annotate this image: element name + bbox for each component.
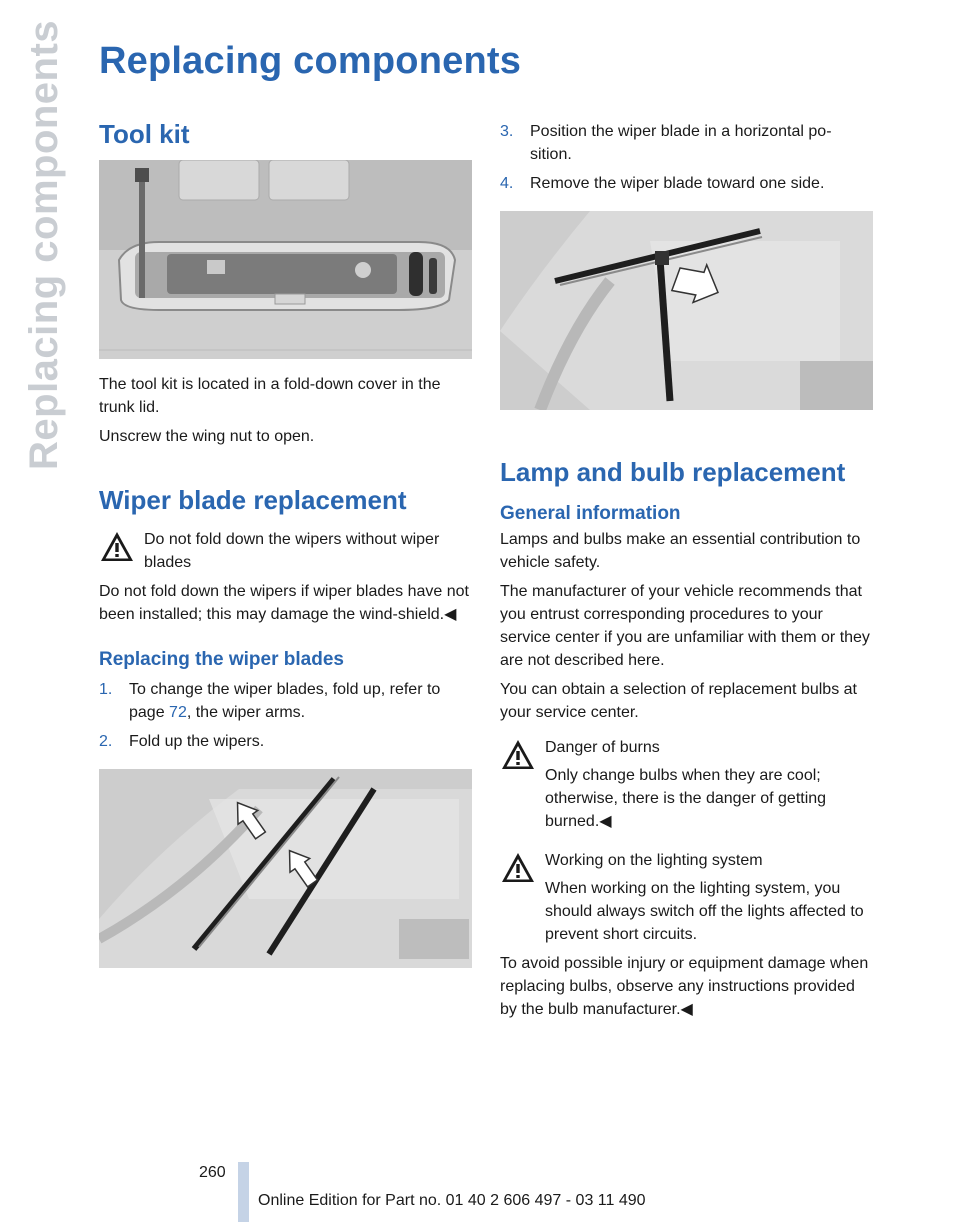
wiper-steps-continued xyxy=(500,120,873,195)
tool-kit-heading: Tool kit xyxy=(99,119,190,149)
wiper-remove-illustration xyxy=(500,211,873,410)
step-number: 3. xyxy=(500,123,514,140)
wiper-remove-figure xyxy=(500,211,873,410)
lamp-text-2: The manufacturer of your vehicle recommends that you entrust corresponding procedures to your service center if you are unfamiliar with them or they are not described here. xyxy=(500,583,870,669)
footer-bar xyxy=(238,1162,249,1222)
wiper-steps xyxy=(99,678,472,753)
step-number: 4. xyxy=(500,175,514,192)
right-column xyxy=(500,120,873,1027)
tool-kit-illustration xyxy=(99,160,472,359)
lighting-warning-title: Working on the lighting system xyxy=(545,852,763,869)
wiper-fold-illustration xyxy=(99,769,472,968)
side-title: Replacing components xyxy=(22,19,66,470)
step-4 xyxy=(500,172,873,195)
step-text: To change the wiper blades, fold up, refer to page xyxy=(129,681,441,721)
wiper-warning-title: Do not fold down the wipers without wiper blades xyxy=(144,531,440,571)
step-3 xyxy=(500,120,873,166)
warning-icon xyxy=(500,851,536,885)
step-number: 1. xyxy=(99,681,113,698)
step-1 xyxy=(99,678,472,724)
step-text: Remove the wiper blade toward one side. xyxy=(530,175,825,192)
tool-kit-text-2: Unscrew the wing nut to open. xyxy=(99,428,315,445)
tool-kit-text-1: The tool kit is located in a fold-down cover in the trunk lid. xyxy=(99,376,441,416)
lamp-text-1: Lamps and bulbs make an essential contribution to vehicle safety. xyxy=(500,531,861,571)
warning-icon xyxy=(500,738,536,772)
step-2 xyxy=(99,730,472,753)
burn-warning-body: Only change bulbs when they are cool; otherwise, there is the danger of getting burned.◀ xyxy=(545,767,827,830)
burn-warning xyxy=(500,736,873,833)
step-number: 2. xyxy=(99,733,113,750)
page-number: 260 xyxy=(199,1164,226,1181)
wiper-warning xyxy=(99,528,472,574)
tool-kit-figure xyxy=(99,160,472,359)
step-text: Position the wiper blade in a horizontal po‐sition. xyxy=(530,123,832,163)
step-text: Fold up the wipers. xyxy=(129,733,265,750)
footer-text: Online Edition for Part no. 01 40 2 606 497 - 03 11 490 xyxy=(258,1192,646,1209)
warning-icon xyxy=(99,530,135,564)
step-text-end: , the wiper arms. xyxy=(186,704,306,721)
page-link[interactable]: 72 xyxy=(169,704,187,721)
wiper-fold-figure xyxy=(99,769,472,968)
lamp-text-3: You can obtain a selection of replacement bulbs at your service center. xyxy=(500,681,857,721)
replacing-wiper-blades-heading: Replacing the wiper blades xyxy=(99,649,344,670)
lamp-text-4: To avoid possible injury or equipment damage when replacing bulbs, observe any instructions provided by the bulb manufacturer.◀ xyxy=(500,955,869,1018)
lighting-warning xyxy=(500,849,873,946)
left-column xyxy=(99,118,472,968)
wiper-warning-body: Do not fold down the wipers if wiper blades have not been installed; this may damage the wind‐shield.◀ xyxy=(99,583,469,623)
burn-warning-title: Danger of burns xyxy=(545,739,660,756)
lighting-warning-body: When working on the lighting system, you should always switch off the lights affected to prevent short circuits. xyxy=(545,880,864,943)
wiper-heading: Wiper blade replacement xyxy=(99,485,407,515)
page-title: Replacing components xyxy=(99,40,522,82)
general-information-heading: General information xyxy=(500,503,681,524)
lamp-heading: Lamp and bulb replacement xyxy=(500,457,846,487)
